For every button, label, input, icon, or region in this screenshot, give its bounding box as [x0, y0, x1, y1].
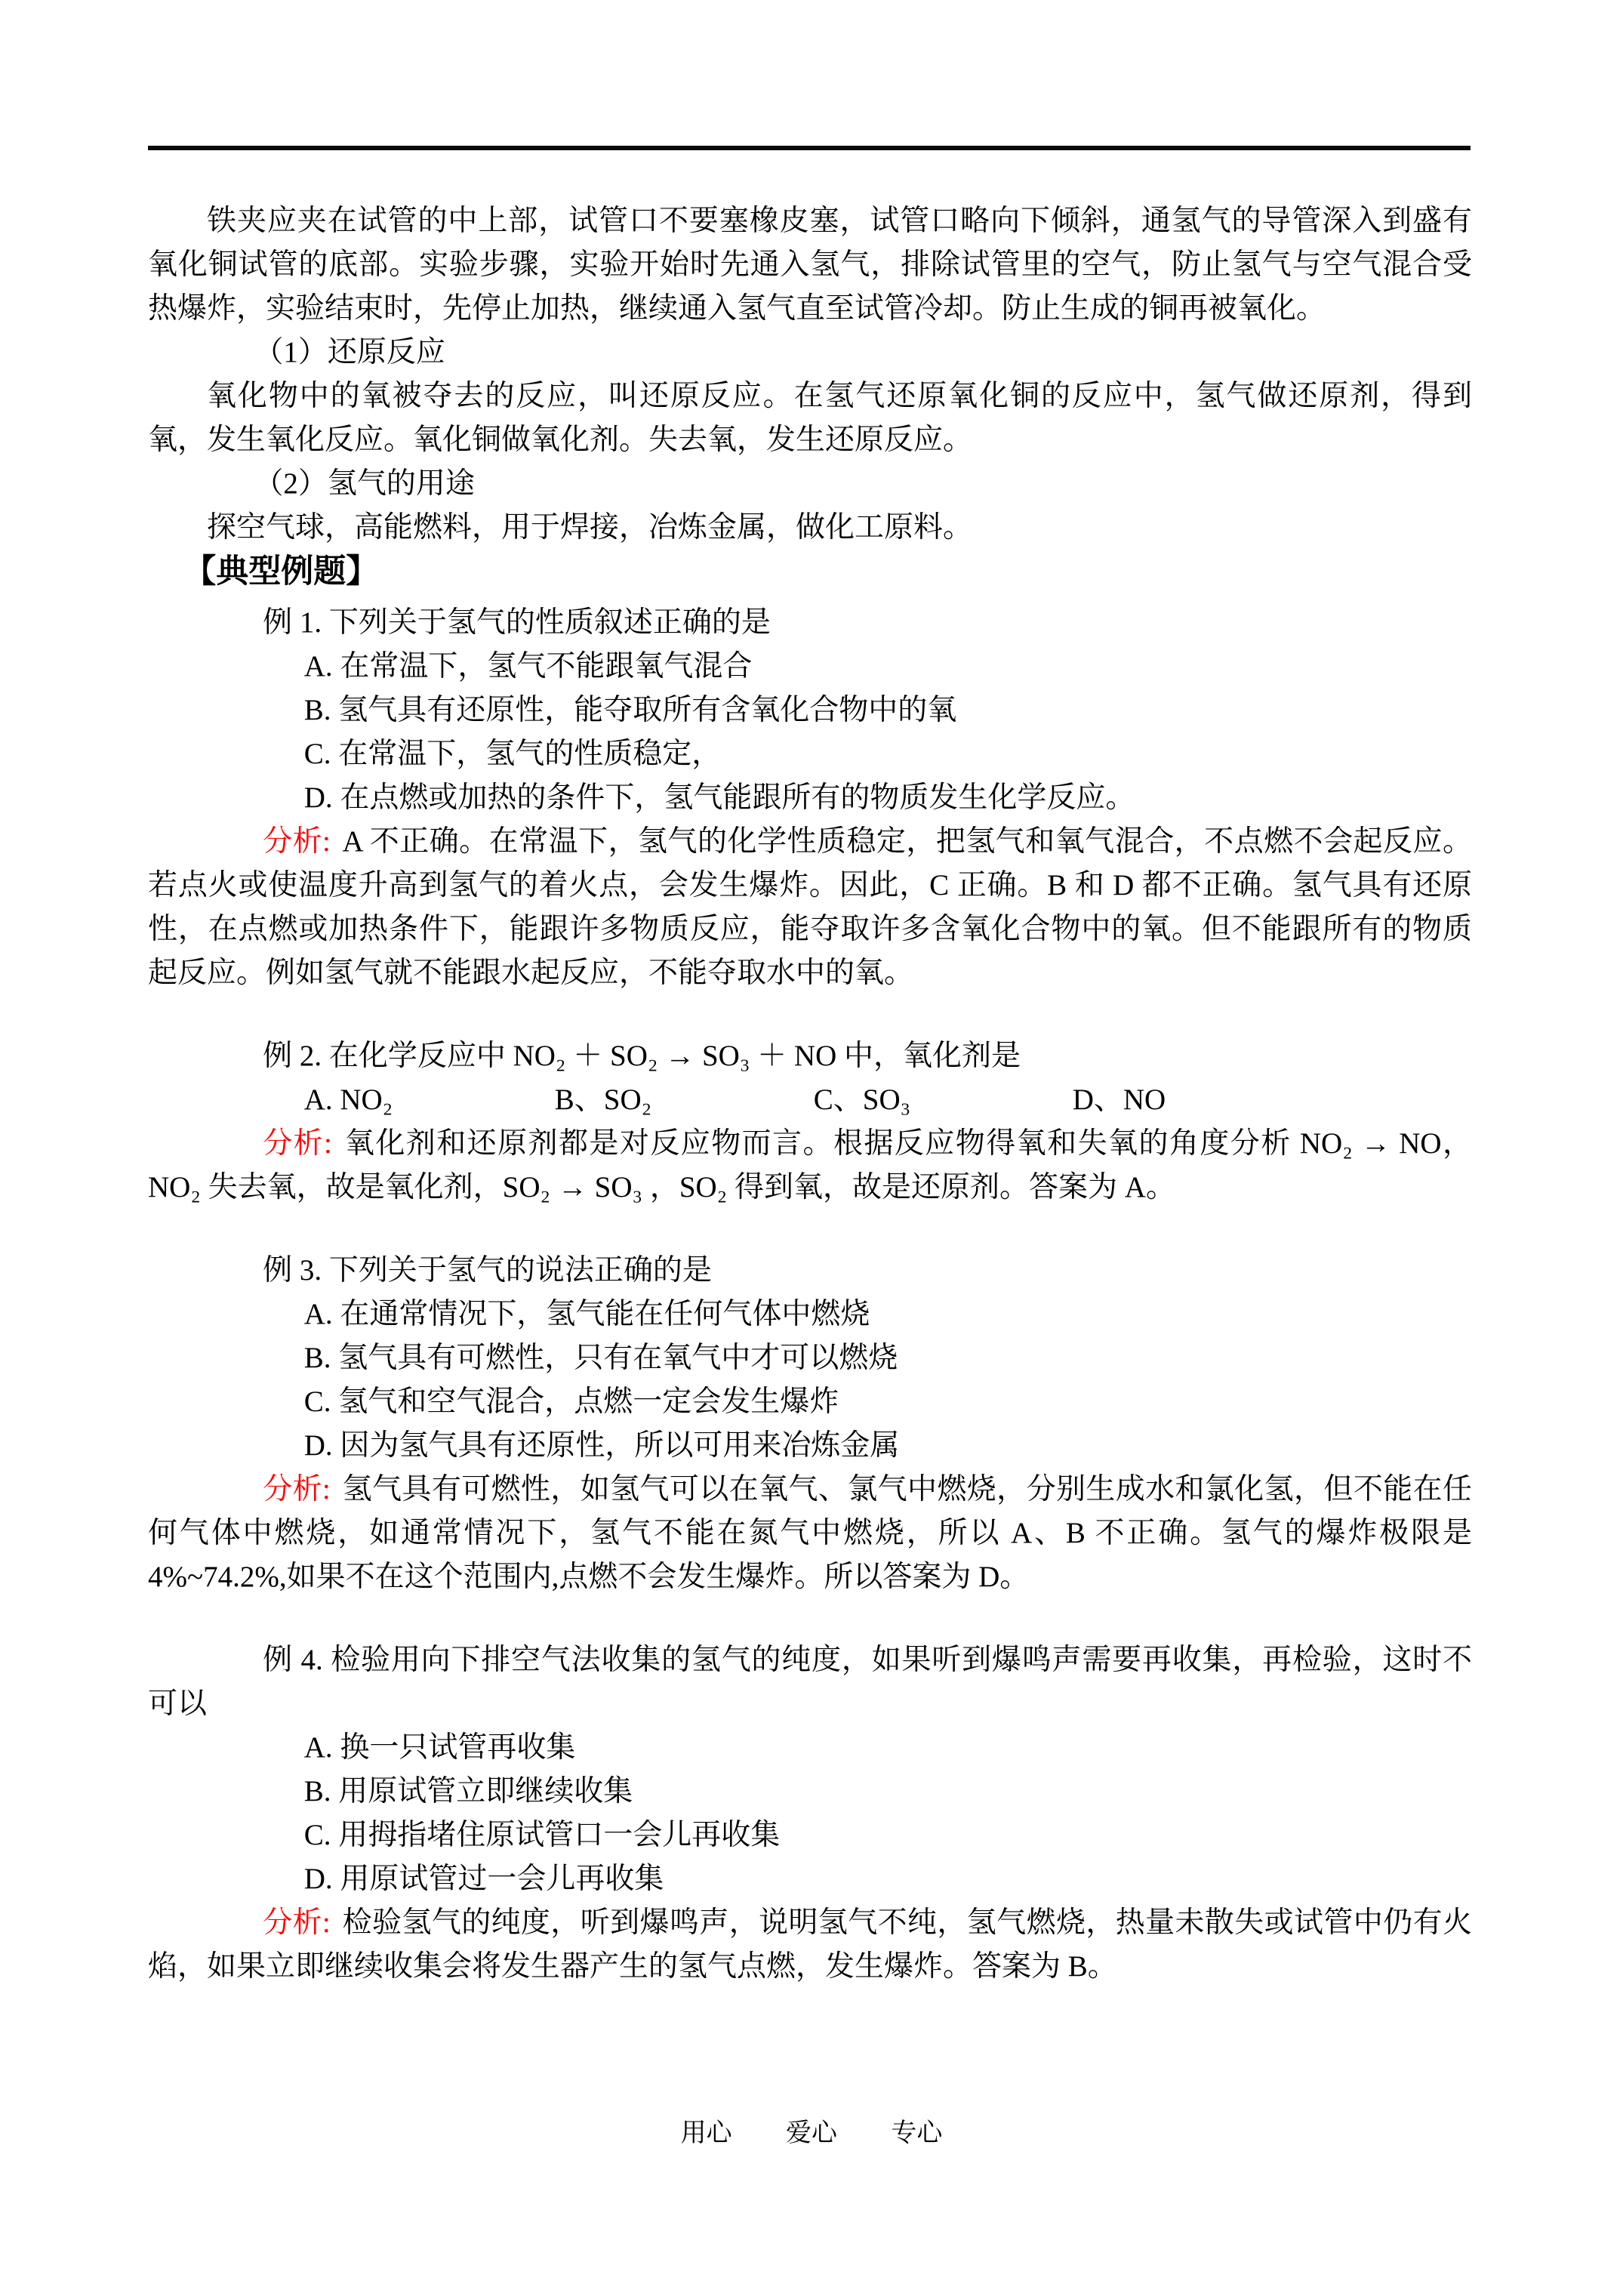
- analysis-label: 分析:: [263, 1127, 332, 1160]
- example-2-options: [148, 1078, 1472, 1122]
- analysis-text: 氢气具有可燃性，如氢气可以在氧气、氯气中燃烧，分别生成水和氯化氢，但不能在任何气体中燃烧，如通常情况下，氢气不能在氮气中燃烧，所以 A、B 不正确。氢气的爆炸极限是 4%~74.2%,如果不在这个范围内,点燃不会发生爆炸。所以答案为 D。: [148, 1473, 1472, 1593]
- analysis-label: 分析:: [263, 1906, 331, 1939]
- example-2-option-b: B、SO₂: [554, 1083, 652, 1116]
- footer-word-3: 专心: [891, 2119, 943, 2147]
- intro-paragraph-3: 探空气球，高能燃料，用于焊接，冶炼金属，做化工原料。: [207, 511, 973, 544]
- example-3-option-b: B. 氢气具有可燃性，只有在氧气中才可以燃烧: [303, 1342, 898, 1374]
- example-2-option-d: D、NO: [1072, 1083, 1166, 1116]
- example-2-option-c: C、SO₃: [813, 1083, 911, 1116]
- analysis-label: 分析:: [263, 825, 331, 858]
- example-4-analysis: [148, 1901, 1472, 1989]
- intro-heading-uses: （2）氢气的用途: [254, 467, 475, 500]
- example-3-title: 例 3. 下列关于氢气的说法正确的是: [263, 1254, 712, 1287]
- footer-word-2: 爱心: [786, 2119, 837, 2147]
- intro-paragraph-1: 铁夹应夹在试管的中上部，试管口不要塞橡皮塞，试管口略向下倾斜，通氢气的导管深入到盛有氧化铜试管的底部。实验步骤，实验开始时先通入氢气，排除试管里的空气，防止氢气与空气混合受热爆炸，实验结束时，先停止加热，继续通入氢气直至试管冷却。防止生成的铜再被氧化。: [148, 205, 1472, 325]
- example-3-option-c: C. 氢气和空气混合，点燃一定会发生爆炸: [303, 1385, 839, 1418]
- example-2-option-a: A. NO₂: [303, 1083, 393, 1116]
- intro-heading-reduction: （1）还原反应: [254, 336, 445, 368]
- example-1-option-b: B. 氢气具有还原性，能夺取所有含氧化合物中的氧: [303, 694, 957, 726]
- example-2-analysis: [148, 1122, 1472, 1210]
- example-4-title: 例 4. 检验用向下排空气法收集的氢气的纯度，如果听到爆鸣声需要再收集，再检验，这时不可以: [148, 1644, 1472, 1720]
- analysis-text: 检验氢气的纯度，听到爆鸣声，说明氢气不纯，氢气燃烧，热量未散失或试管中仍有火焰，如果立即继续收集会将发生器产生的氢气点燃，发生爆炸。答案为 B。: [148, 1906, 1472, 1983]
- header-rule: [148, 146, 1471, 150]
- example-1: [148, 601, 1472, 995]
- analysis-text: 氧化剂和还原剂都是对反应物而言。根据反应物得氧和失氧的角度分析 NO₂ → NO，NO₂ 失去氧，故是氧化剂，SO₂ → SO₃ ，SO₂ 得到氧，故是还原剂。答案为 A。: [148, 1127, 1472, 1203]
- example-3-option-d: D. 因为氢气具有还原性，所以可用来冶炼金属: [303, 1429, 900, 1462]
- footer-word-1: 用心: [680, 2119, 732, 2147]
- example-1-option-a: A. 在常温下，氢气不能跟氧气混合: [303, 650, 753, 683]
- example-1-option-c: C. 在常温下，氢气的性质稳定，: [303, 738, 722, 770]
- example-3: [148, 1249, 1472, 1599]
- example-1-title: 例 1. 下列关于氢气的性质叙述正确的是: [263, 606, 771, 639]
- example-3-option-a: A. 在通常情况下，氢气能在任何气体中燃烧: [303, 1298, 870, 1330]
- example-4-option-c: C. 用拇指堵住原试管口一会儿再收集: [303, 1819, 781, 1851]
- example-1-analysis: [148, 820, 1472, 995]
- example-1-option-d: D. 在点燃或加热的条件下，氢气能跟所有的物质发生化学反应。: [303, 781, 1135, 814]
- intro-paragraph-2: 氧化物中的氧被夺去的反应，叫还原反应。在氢气还原氧化铜的反应中，氢气做还原剂，得到氧，发生氧化反应。氧化铜做氧化剂。失去氧，发生还原反应。: [148, 380, 1472, 456]
- example-4-option-b: B. 用原试管立即继续收集: [303, 1775, 633, 1808]
- page-footer: [0, 2119, 1623, 2149]
- example-3-analysis: [148, 1468, 1472, 1599]
- example-4-option-d: D. 用原试管过一会儿再收集: [303, 1863, 664, 1895]
- example-4: [148, 1638, 1472, 1989]
- example-2: [148, 1034, 1472, 1210]
- example-2-title: 例 2. 在化学反应中 NO₂ ＋ SO₂ → SO₃ ＋ NO 中，氧化剂是: [263, 1040, 1021, 1072]
- document-content: [148, 199, 1472, 1989]
- section-title: 【典型例题】: [183, 554, 379, 590]
- example-4-option-a: A. 换一只试管再收集: [303, 1731, 576, 1764]
- analysis-text: A 不正确。在常温下，氢气的化学性质稳定，把氢气和氧气混合，不点燃不会起反应。若点火或使温度升高到氢气的着火点，会发生爆炸。因此，C 正确。B 和 D 都不正确。氢气具有还原性，在点燃或加热条件下，能跟许多物质反应，能夺取许多含氧化合物中的氧。但不能跟所有的物质起反应。例如氢气就不能跟水起反应，不能夺取水中的氧。: [148, 825, 1472, 989]
- analysis-label: 分析:: [263, 1473, 331, 1505]
